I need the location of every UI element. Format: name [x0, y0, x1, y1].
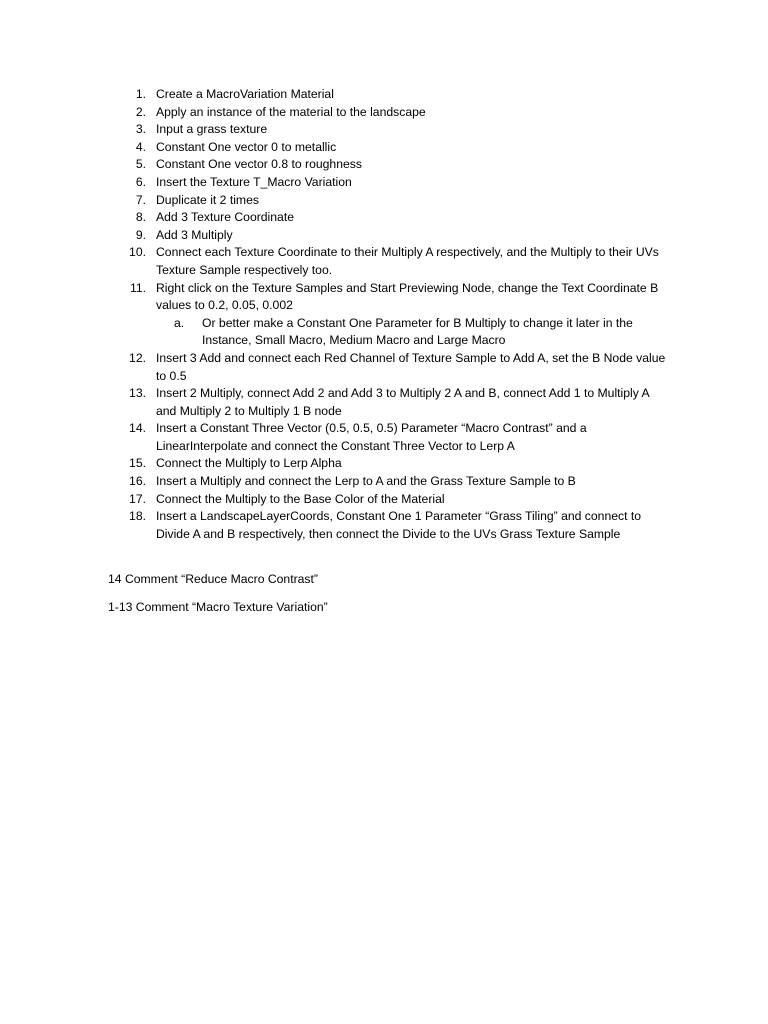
list-item-text: Insert the Texture T_Macro Variation: [156, 174, 352, 189]
list-item-text: Add 3 Multiply: [156, 227, 233, 242]
list-item-number: 8.: [135, 210, 146, 225]
list-item-number: 6.: [135, 174, 146, 189]
list-item-number: 18.: [129, 509, 146, 524]
list-item: [108, 139, 668, 157]
list-item-text: Constant One vector 0 to metallic: [156, 139, 337, 154]
list-item-text: Right click on the Texture Samples and Start Previewing Node, change the Text Coordinate B values to 0.2, 0.05, 0.002: [156, 280, 659, 313]
list-item-number: 10.: [129, 245, 146, 260]
list-item: [108, 86, 668, 104]
list-item: [108, 156, 668, 174]
sub-list-item: [156, 315, 668, 350]
list-item: [108, 192, 668, 210]
list-item-text: Insert a LandscapeLayerCoords, Constant One 1 Parameter “Grass Tiling” and connect to Divide A and B respectively, then connect the Divide to the UVs Grass Texture Sample: [156, 509, 642, 541]
list-item: [108, 508, 668, 543]
list-item: [108, 104, 668, 122]
list-item-number: 3.: [135, 122, 146, 137]
list-item-number: 2.: [135, 104, 146, 119]
list-item-text: Add 3 Texture Coordinate: [156, 210, 294, 225]
comments-section: [108, 571, 668, 626]
list-item-text: Connect the Multiply to Lerp Alpha: [156, 456, 342, 471]
list-item-text: Insert 3 Add and connect each Red Channel of Texture Sample to Add A, set the B Node value to 0.5: [156, 350, 666, 383]
list-item-text: Input a grass texture: [156, 122, 268, 137]
list-item: [108, 491, 668, 509]
list-item-number: 1.: [135, 87, 146, 101]
list-item-number: 9.: [135, 227, 146, 242]
list-item-text: Constant One vector 0.8 to roughness: [156, 157, 362, 172]
list-item: [108, 385, 668, 420]
list-item-text: Duplicate it 2 times: [156, 192, 259, 207]
list-item-number: 11.: [129, 280, 146, 295]
list-item-text: Insert a Constant Three Vector (0.5, 0.5, 0.5) Parameter “Macro Contrast” and a LinearInterpolate and connect the Constant Three Vector to Lerp A: [156, 421, 587, 453]
list-item: [108, 227, 668, 245]
list-item: [108, 350, 668, 385]
list-item: [108, 244, 668, 279]
list-item-number: 4.: [135, 139, 146, 154]
list-item-text: Connect the Multiply to the Base Color of the Material: [156, 491, 445, 506]
list-item-number: 16.: [129, 474, 146, 489]
sub-list-item-text: Or better make a Constant One Parameter for B Multiply to change it later in the Instance, Small Macro, Medium Macro and Large Macro: [202, 315, 633, 348]
list-item-number: 14.: [129, 421, 146, 436]
list-item: [108, 420, 668, 455]
list-item-number: 5.: [135, 157, 146, 172]
steps-list: [108, 86, 668, 543]
list-item-text: Insert 2 Multiply, connect Add 2 and Add 3 to Multiply 2 A and B, connect Add 1 to Multiply A and Multiply 2 to Multiply 1 B node: [156, 386, 649, 418]
list-item: [108, 455, 668, 473]
list-item: [108, 174, 668, 192]
list-item-text: Connect each Texture Coordinate to their Multiply A respectively, and the Multiply to their UVs Texture Sample respectively too.: [156, 245, 659, 277]
list-item: [108, 121, 668, 139]
list-item: [108, 473, 668, 491]
list-item-number: 15.: [129, 456, 146, 471]
comment-line: 1-13 Comment “Macro Texture Variation”: [108, 599, 328, 614]
sub-list-item-letter: a.: [174, 315, 185, 330]
list-item-text: Insert a Multiply and connect the Lerp to A and the Grass Texture Sample to B: [156, 474, 576, 489]
list-item-number: 7.: [135, 192, 146, 207]
list-item-number: 13.: [129, 386, 146, 401]
list-item-number: 17.: [129, 491, 146, 506]
list-item: [108, 280, 668, 350]
comment-line: 14 Comment “Reduce Macro Contrast”: [108, 572, 318, 586]
list-item: [108, 209, 668, 227]
list-item-text: Apply an instance of the material to the landscape: [156, 104, 426, 119]
sub-steps-list: [156, 315, 668, 350]
list-item-text: Create a MacroVariation Material: [156, 87, 334, 101]
list-item-number: 12.: [129, 350, 146, 365]
